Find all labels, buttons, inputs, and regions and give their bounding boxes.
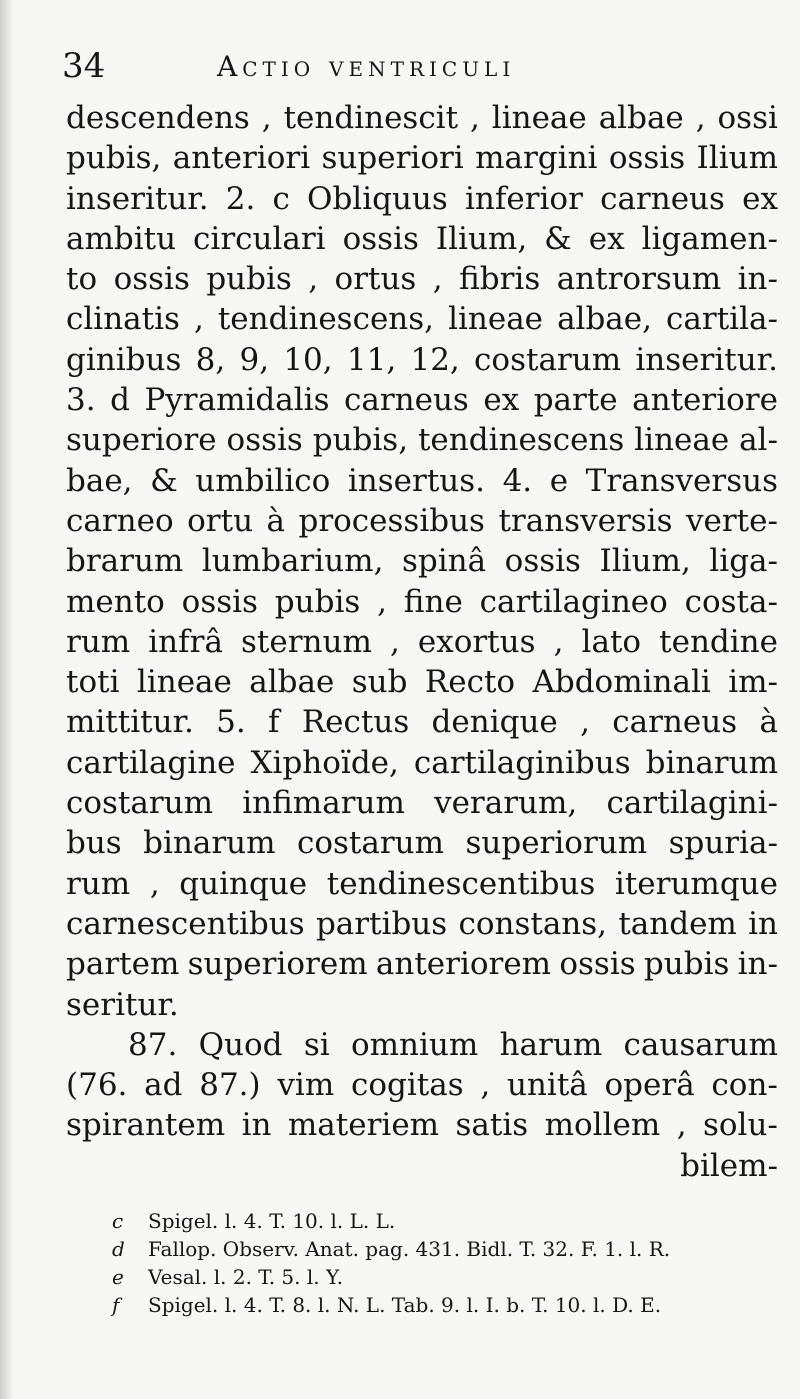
footnotes <box>112 1207 792 1319</box>
word: f <box>268 704 280 741</box>
word: umbilico <box>195 462 331 499</box>
text-line <box>66 662 778 702</box>
word: pubis, <box>66 140 162 177</box>
word: superiorem <box>187 946 368 983</box>
word: Abdominali <box>532 664 711 701</box>
word: con- <box>711 1067 778 1104</box>
word: unitâ <box>506 1067 588 1104</box>
word: ossis <box>342 220 419 257</box>
word: rum <box>66 623 131 660</box>
word: to <box>66 261 98 298</box>
text-line <box>66 340 778 380</box>
body-text <box>66 98 778 1186</box>
word: fibris <box>459 261 541 298</box>
word: tendinescentibus <box>326 865 596 902</box>
footnote-text: Fallop. Observ. Anat. pag. 431. Bidl. T. 32. F. 1. l. R. <box>148 1237 671 1261</box>
word: sternum <box>241 623 372 660</box>
text-line <box>66 461 778 501</box>
footnote-text: Spigel. l. 4. T. 10. l. L. L. <box>148 1209 396 1233</box>
text-line <box>66 420 778 460</box>
word: bilem- <box>680 1147 778 1184</box>
word: costarum <box>296 825 445 862</box>
word: inferior <box>464 180 583 217</box>
word: binarum <box>645 744 778 781</box>
text-line <box>66 259 778 299</box>
word: in- <box>737 946 778 983</box>
word: margini <box>475 140 598 177</box>
word: in <box>748 905 778 942</box>
word: binarum <box>143 825 276 862</box>
text-line <box>66 138 778 178</box>
word: infimarum <box>242 785 405 822</box>
word: Ilium, <box>599 543 691 580</box>
text-line <box>66 864 778 904</box>
word: Ilium <box>696 140 778 177</box>
text-line <box>66 501 778 541</box>
word: carneus <box>600 180 725 217</box>
word: Quod <box>198 1026 283 1063</box>
word: tendinescit <box>283 100 459 136</box>
word: , <box>676 1107 687 1144</box>
word: , <box>470 100 480 136</box>
word: solu- <box>702 1107 778 1144</box>
word: superiore <box>66 422 217 459</box>
word: costarum <box>66 785 214 822</box>
word: & <box>150 462 178 499</box>
word: lumbarium, <box>201 543 384 580</box>
word: harum <box>499 1026 603 1063</box>
footnote-mark: c <box>112 1209 124 1233</box>
word: lineae <box>634 422 730 459</box>
word: verarum, <box>434 785 578 822</box>
text-line <box>66 783 778 823</box>
word: superiorum <box>465 825 648 862</box>
word: , <box>480 1067 491 1104</box>
word: tendinescens, <box>217 301 435 338</box>
word: pubis <box>206 261 292 298</box>
word: albae, <box>557 301 652 338</box>
word: , <box>261 100 272 136</box>
text-line <box>66 985 778 1025</box>
text-line <box>66 743 778 783</box>
word: ortu <box>187 502 254 539</box>
word: albae <box>598 100 684 136</box>
word: 87.) <box>199 1067 261 1104</box>
word: à <box>266 502 285 539</box>
word: im- <box>728 664 778 701</box>
word: Rectus <box>301 704 410 741</box>
footnote-text: Spigel. l. 4. T. 8. l. N. L. Tab. 9. l. I. b. T. 10. l. D. E. <box>148 1293 662 1317</box>
word: ossi <box>717 100 778 136</box>
word: , <box>389 623 400 660</box>
word: parte <box>533 382 618 419</box>
word: à <box>759 704 778 741</box>
word: omnium <box>350 1026 479 1063</box>
word: spinâ <box>401 543 487 580</box>
text-line <box>66 1105 778 1145</box>
word: , <box>432 261 443 298</box>
word: Recto <box>424 664 516 701</box>
word: lineae <box>448 301 544 338</box>
word: rum <box>66 865 131 902</box>
footnote <box>112 1291 792 1319</box>
word: lineae <box>136 664 232 701</box>
word: c <box>272 180 290 217</box>
word: tandem <box>618 905 737 942</box>
page-number: 34 <box>62 46 106 86</box>
text-line <box>66 98 778 138</box>
footnote-mark: f <box>112 1293 120 1317</box>
word: ginibus <box>66 341 182 378</box>
word: partem <box>66 946 180 983</box>
word: cartilaginibus <box>413 744 631 781</box>
word: pubis, <box>312 422 409 459</box>
text-line <box>66 823 778 863</box>
text-line <box>66 702 778 742</box>
word: anteriorem <box>375 946 552 983</box>
word: causarum <box>623 1026 778 1063</box>
word: ossis <box>559 946 636 983</box>
word: pubis <box>643 946 730 983</box>
word: verte- <box>685 502 778 539</box>
word: cartilagineo <box>479 583 668 620</box>
word: 11, <box>346 341 397 378</box>
word: Pyramidalis <box>144 382 330 419</box>
word: spuria- <box>668 825 778 862</box>
word: , <box>580 704 590 741</box>
word: carneo <box>66 502 174 539</box>
word: ossis <box>113 261 190 298</box>
word: 8, <box>195 341 226 378</box>
word: clinatis <box>66 301 180 338</box>
word: in- <box>737 261 778 298</box>
word: mollem <box>544 1107 661 1144</box>
word: superiori <box>321 140 464 177</box>
word: ex <box>742 180 778 217</box>
word: denique <box>431 704 558 741</box>
word: 10, <box>283 341 333 378</box>
word: costa- <box>684 583 778 620</box>
text-line <box>66 1025 778 1065</box>
word: ex <box>588 220 625 257</box>
word: Xiphoïde, <box>250 744 399 781</box>
word: ossis <box>226 422 303 459</box>
word: ad <box>144 1067 183 1104</box>
word: quinque <box>179 865 308 902</box>
word: & <box>544 220 572 257</box>
word: ex <box>483 382 520 419</box>
word: pubis <box>274 583 361 620</box>
word: carneus <box>612 704 738 741</box>
word: bae, <box>66 462 133 499</box>
text-line <box>66 219 778 259</box>
word: liga- <box>709 543 778 580</box>
footnote <box>112 1207 792 1235</box>
word: 4. <box>502 462 533 499</box>
word: tendine <box>659 623 778 660</box>
word: antrorsum <box>556 261 722 298</box>
word: lineae <box>491 100 587 136</box>
word: anteriori <box>172 140 311 177</box>
word: Obliquus <box>307 180 448 217</box>
footnote-mark: d <box>112 1237 125 1261</box>
word: spirantem <box>66 1107 226 1144</box>
word: costarum <box>474 341 622 378</box>
word: ambitu <box>66 220 177 257</box>
word: si <box>303 1026 330 1063</box>
word: iterumque <box>614 865 778 902</box>
word: carneus <box>343 382 469 419</box>
word: cartilagine <box>66 744 236 781</box>
word: partibus <box>315 905 448 942</box>
text-line <box>66 179 778 219</box>
word: , <box>308 261 319 298</box>
word: cartila- <box>666 301 778 338</box>
text-line <box>66 1065 778 1105</box>
word: infrâ <box>148 623 223 660</box>
text-line <box>66 582 778 622</box>
word: (76. <box>66 1067 128 1104</box>
word: mittitur. <box>66 704 194 741</box>
word: ossis <box>608 140 686 177</box>
footnote <box>112 1235 792 1263</box>
word: cartilagini- <box>606 785 778 822</box>
word: constans, <box>458 905 608 942</box>
word: , <box>377 583 387 620</box>
text-line <box>66 1146 778 1186</box>
running-title: Actio ventriculi <box>217 50 516 83</box>
word: mento <box>66 583 165 620</box>
word: carnescentibus <box>66 905 305 942</box>
word: 87. <box>128 1026 178 1063</box>
word: ossis <box>181 583 258 620</box>
word: processibus <box>298 502 485 539</box>
word: ligamen- <box>641 220 778 257</box>
word: d <box>110 382 130 419</box>
word: cogitas <box>350 1067 464 1104</box>
word: , <box>149 865 160 902</box>
word: 3. <box>66 382 96 419</box>
word: exortus <box>417 623 536 660</box>
word: 9, <box>239 341 270 378</box>
word: materiem <box>287 1107 440 1144</box>
word: anteriore <box>632 382 778 419</box>
word: fine <box>403 583 463 620</box>
text-line <box>66 622 778 662</box>
word: , <box>193 301 204 338</box>
word: circulari <box>193 220 326 257</box>
footnote-text: Vesal. l. 2. T. 5. l. Y. <box>148 1265 343 1289</box>
word: 5. <box>216 704 246 741</box>
word: toti <box>66 664 120 701</box>
text-line <box>66 944 778 984</box>
word: bus <box>66 825 122 862</box>
word: 2. <box>225 180 256 217</box>
page-header <box>62 46 782 94</box>
word: satis <box>455 1107 529 1144</box>
word: , <box>553 623 564 660</box>
footnote <box>112 1263 792 1291</box>
word: 12, <box>410 341 460 378</box>
word: al- <box>739 422 778 459</box>
word: ossis <box>504 543 581 580</box>
word: ortus <box>334 261 417 298</box>
word: Transversus <box>585 462 778 499</box>
word: Ilium, <box>435 220 528 257</box>
word: insertus. <box>347 462 485 499</box>
word: inseritur. <box>635 341 778 378</box>
word: tendinescens <box>417 422 625 459</box>
word: operâ <box>604 1067 695 1104</box>
word: seritur. <box>66 986 179 1023</box>
gutter-shadow <box>0 0 14 1399</box>
footnote-mark: e <box>112 1265 124 1289</box>
text-line <box>66 380 778 420</box>
word: e <box>549 462 569 499</box>
word: vim <box>277 1067 335 1104</box>
word: , <box>695 100 706 136</box>
word: albae <box>249 664 335 701</box>
word: lato <box>581 623 642 660</box>
word: in <box>241 1107 272 1144</box>
word: inseritur. <box>66 180 209 217</box>
text-line <box>66 299 778 339</box>
text-line <box>66 904 778 944</box>
word: descendens <box>66 100 250 136</box>
word: brarum <box>66 543 184 580</box>
word: sub <box>351 664 408 701</box>
text-line <box>66 541 778 581</box>
word: transversis <box>498 502 673 539</box>
